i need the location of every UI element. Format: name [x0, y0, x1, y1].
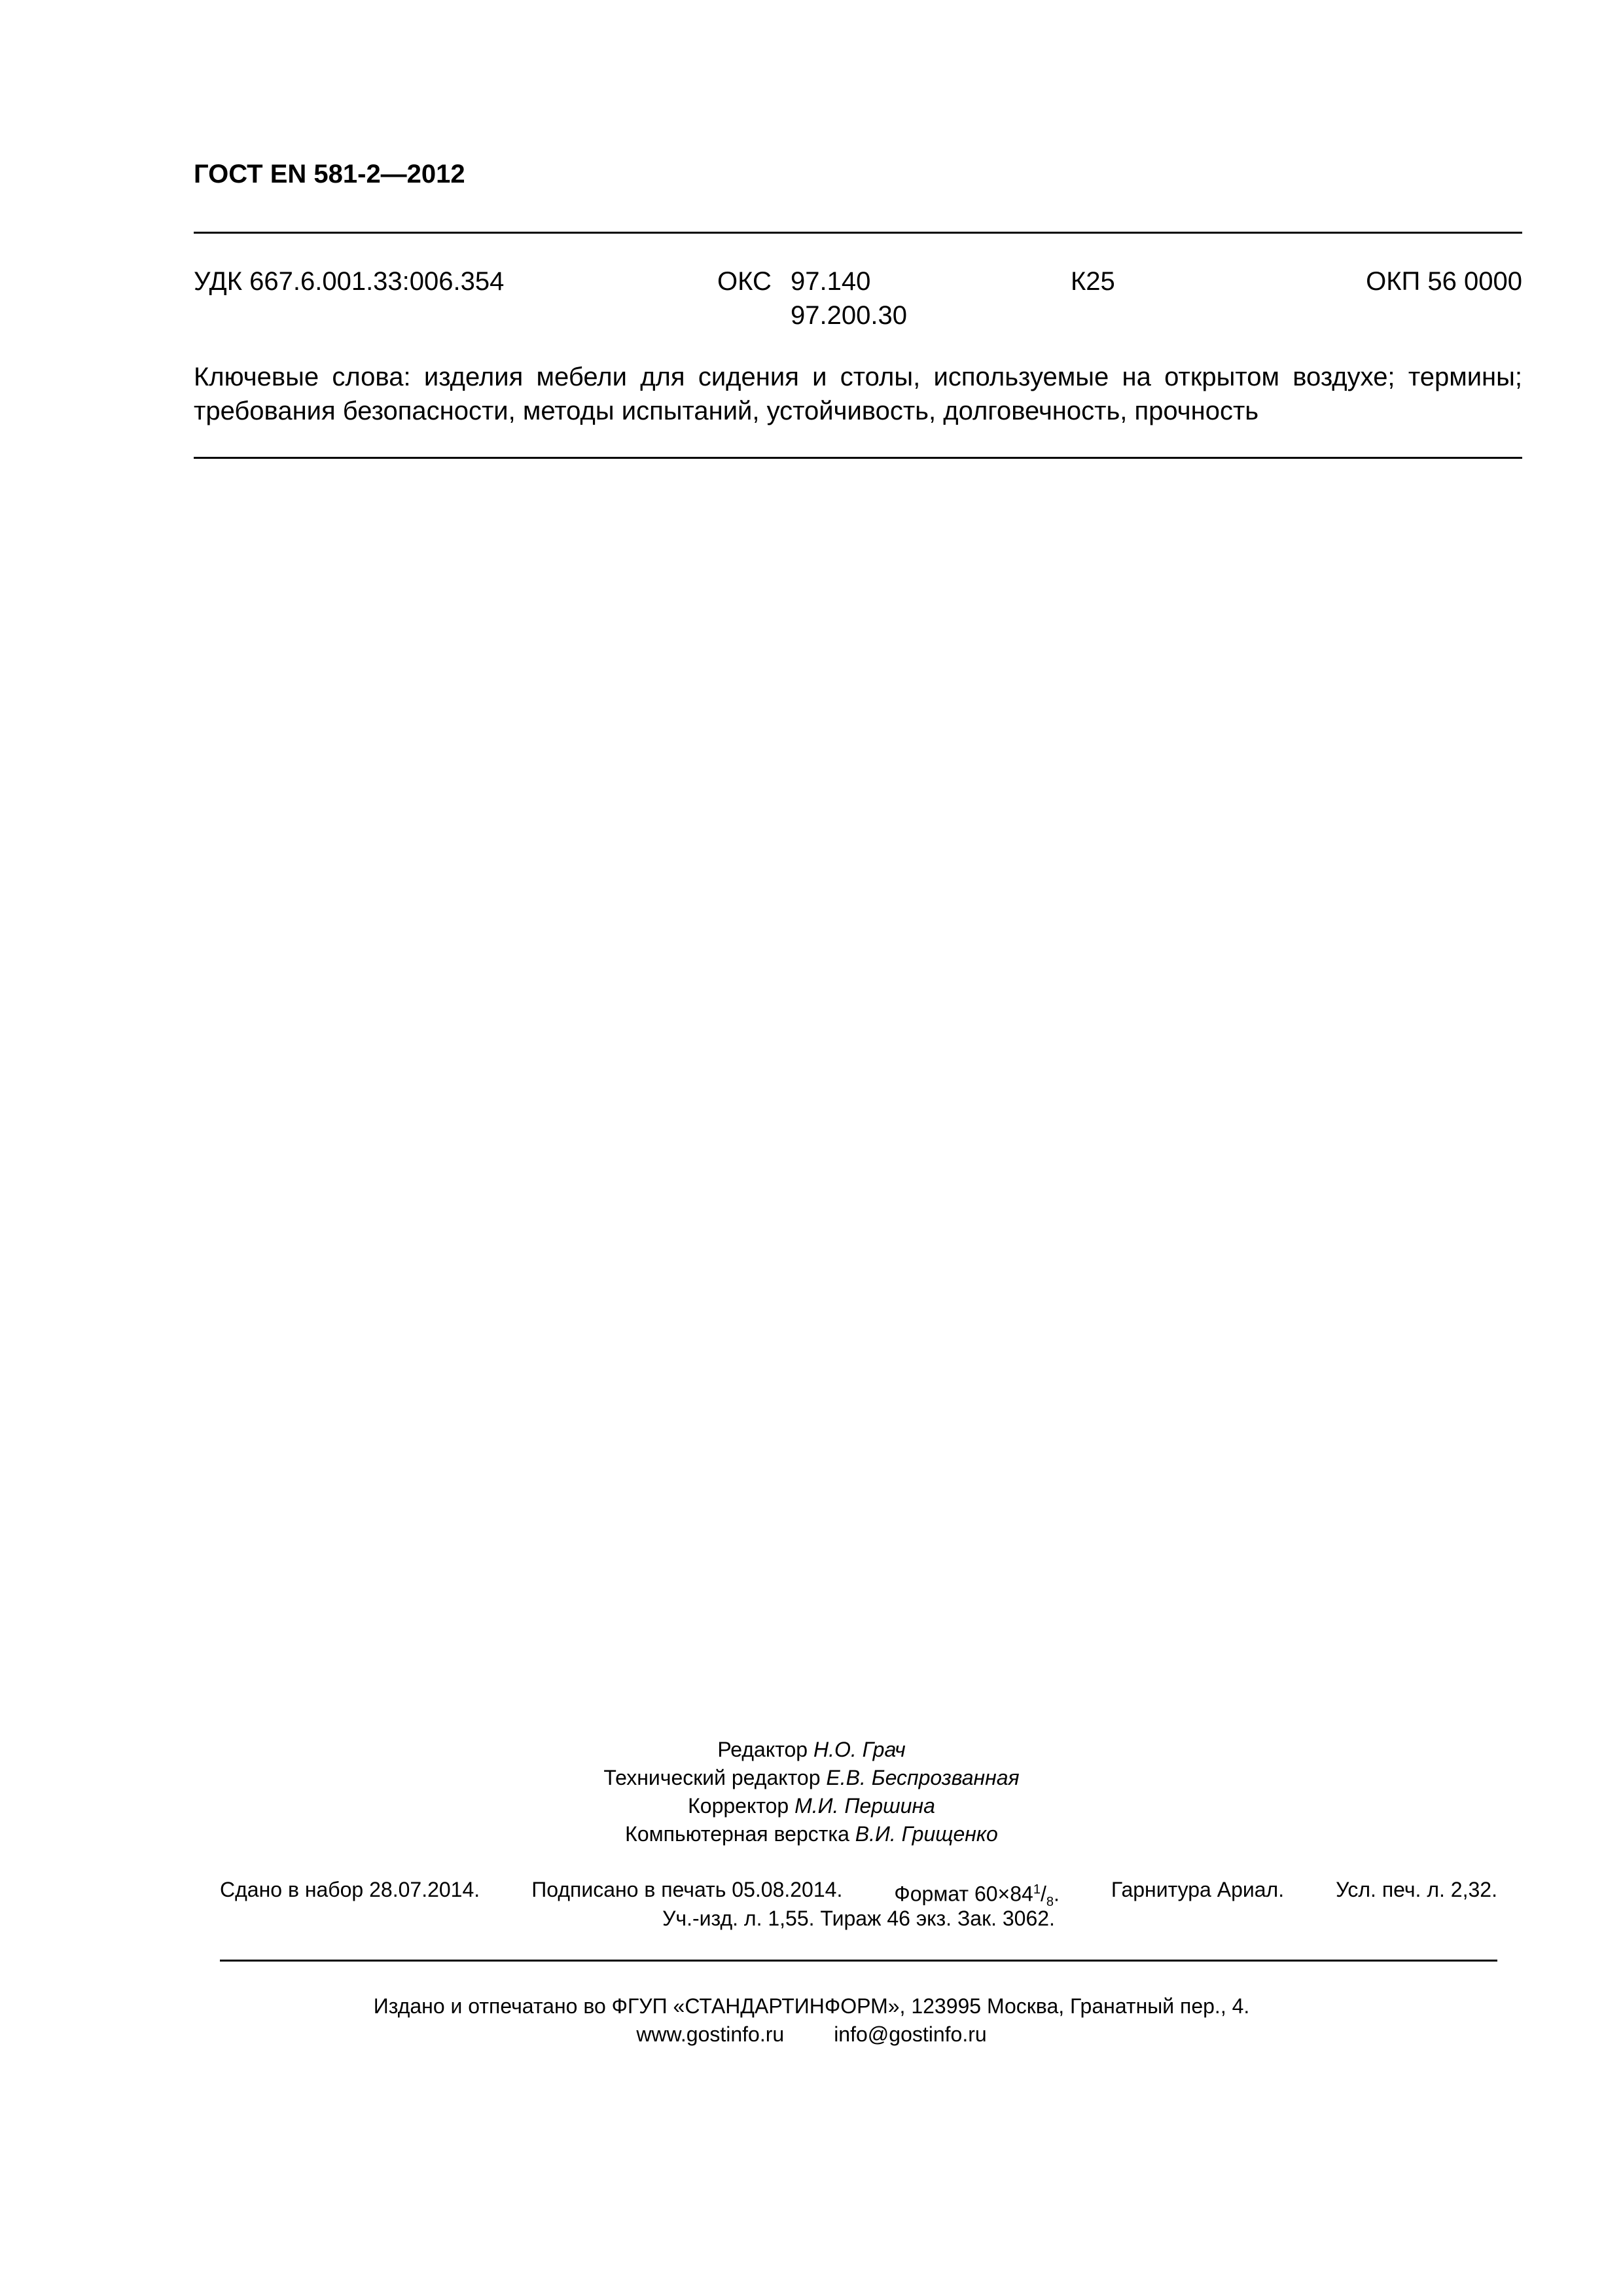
typeset-date: Сдано в набор 28.07.2014.	[220, 1878, 480, 1901]
keywords-divider	[194, 457, 1522, 459]
imprint-divider	[220, 1960, 1497, 1962]
signed-date: Подписано в печать 05.08.2014.	[531, 1878, 843, 1901]
staff-editor: Редактор Н.О. Грач	[717, 1738, 906, 1761]
paper-format: Формат $60\times 84^1/_8$.	[894, 1882, 1060, 1910]
keywords: Ключевые слова: изделия мебели для сидения и столы, используемые на открытом воздухе; термины; требования безопасности, методы испытаний, устойчивость, долговечность, прочность	[194, 363, 1522, 425]
oks-codes	[791, 264, 907, 332]
top-divider	[194, 232, 1522, 234]
publisher-address: Издано и отпечатано во ФГУП «СТАНДАРТИНФОРМ», 123995 Москва, Гранатный пер., 4.	[373, 1994, 1250, 2018]
website-link[interactable]: www.gostinfo.ru	[636, 2022, 785, 2046]
publisher-info	[0, 1992, 1623, 2049]
oks-label: ОКС	[717, 267, 772, 296]
staff-tech-editor: Технический редактор Е.В. Беспрозванная	[603, 1766, 1020, 1789]
okp-code: ОКП 56 0000	[1366, 267, 1522, 296]
typeface: Гарнитура Ариал.	[1111, 1878, 1285, 1901]
staff-credits	[0, 1736, 1623, 1848]
oks-code-1: 97.140	[791, 267, 871, 296]
staff-layout: Компьютерная верстка В.И. Грищенко	[625, 1822, 998, 1846]
k-code: К25	[1071, 267, 1115, 296]
email-link[interactable]: info@gostinfo.ru	[834, 2022, 987, 2046]
staff-proofreader: Корректор М.И. Першина	[688, 1794, 935, 1818]
oks-code-2: 97.200.30	[791, 301, 907, 330]
udk-code: УДК 667.6.001.33:006.354	[194, 267, 505, 296]
imprint-line-2: Уч.-изд. л. 1,55. Тираж 46 экз. Зак. 3062.	[662, 1907, 1055, 1930]
print-sheets: Усл. печ. л. 2,32.	[1336, 1878, 1497, 1901]
document-code: ГОСТ EN 581-2—2012	[194, 160, 465, 188]
publisher-contacts	[0, 2020, 1623, 2049]
